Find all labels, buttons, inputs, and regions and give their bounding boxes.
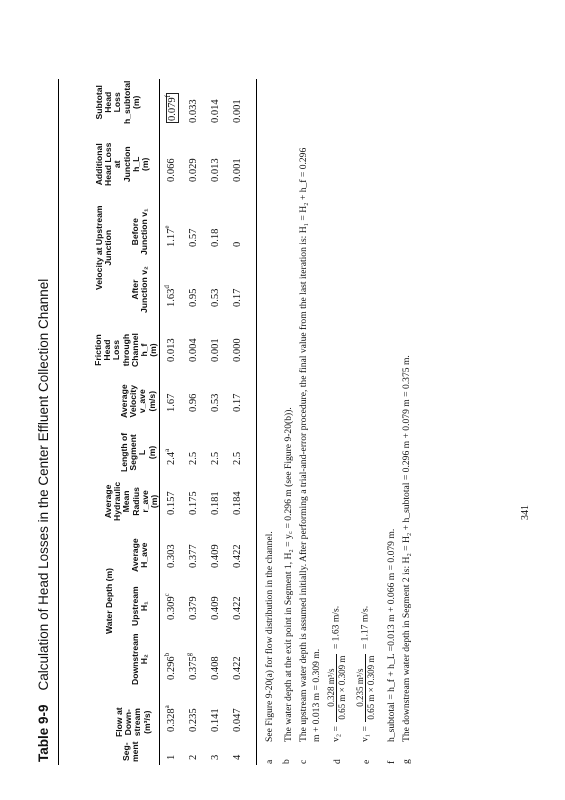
table-cell-v1 bbox=[210, 229, 221, 247]
cell-value: 0.303 bbox=[166, 544, 177, 568]
table-cell-len bbox=[210, 452, 221, 465]
footnote-marker: c bbox=[163, 593, 171, 597]
fraction-numerator: 0.328 m³/s bbox=[326, 654, 337, 722]
table-cell-seg bbox=[210, 755, 221, 760]
header-rule bbox=[159, 79, 160, 765]
header-line: Down- bbox=[123, 709, 134, 736]
cell-value: 0.18 bbox=[210, 228, 221, 247]
cell-value: 3 bbox=[210, 754, 221, 760]
footnote-letter: d bbox=[332, 759, 343, 764]
header-line: Velocity bbox=[128, 384, 139, 418]
table-cell-v1 bbox=[188, 229, 199, 247]
table-cell-r bbox=[210, 491, 221, 515]
fraction-numerator: 0.235 m³/s bbox=[355, 654, 366, 722]
cell-value: 0.001 bbox=[232, 158, 243, 182]
cell-value: 0.375 bbox=[188, 656, 199, 680]
cell-value: 0.17 bbox=[232, 393, 243, 412]
cell-value: 0.066 bbox=[166, 158, 177, 182]
header-line: h_f bbox=[139, 343, 150, 357]
cell-value: 1.17 bbox=[166, 228, 177, 247]
footnote-letter: e bbox=[361, 759, 372, 764]
header-before-junction bbox=[131, 208, 149, 255]
cell-value: 4 bbox=[232, 754, 243, 760]
table-cell-down bbox=[185, 652, 199, 680]
header-line: Average bbox=[119, 384, 129, 418]
header-line: Average bbox=[130, 538, 140, 572]
header-line: Downstream bbox=[130, 633, 140, 685]
header-line: (m/s) bbox=[146, 390, 157, 412]
cell-value: 0.309 bbox=[166, 596, 177, 620]
table-cell-sub bbox=[210, 99, 221, 123]
table-cell-r bbox=[166, 491, 177, 515]
footnote-letter: a bbox=[264, 759, 275, 764]
header-line: Loss bbox=[111, 340, 122, 361]
footnote-text: h_subtotal = h_f + h_L =0.013 m + 0.066 m = 0.079 m. bbox=[386, 528, 397, 742]
cell-value: 0.175 bbox=[188, 491, 199, 515]
cell-value: 0.004 bbox=[188, 338, 199, 362]
table-cell-up bbox=[232, 596, 243, 620]
header-line: H₁ bbox=[139, 601, 150, 612]
cell-value: 0.181 bbox=[210, 491, 221, 515]
top-rule bbox=[58, 79, 59, 765]
table-cell-vel bbox=[232, 394, 243, 412]
table-cell-r bbox=[188, 491, 199, 515]
cell-value: 0.001 bbox=[210, 338, 221, 362]
cell-value: 0.53 bbox=[210, 393, 221, 412]
header-line: v_ave bbox=[137, 389, 148, 414]
table-cell-v2 bbox=[188, 289, 199, 307]
cell-value: 1.63 bbox=[166, 288, 177, 307]
cell-value: 0.328 bbox=[166, 708, 177, 732]
header-segment bbox=[122, 741, 140, 762]
header-line: Junction v₁ bbox=[139, 208, 150, 255]
header-line: Flow at bbox=[114, 707, 124, 737]
cell-value: 0.235 bbox=[188, 708, 199, 732]
header-line: through bbox=[120, 333, 131, 367]
table-cell-ave bbox=[210, 544, 221, 568]
header-average bbox=[131, 538, 149, 572]
footnote-marker: b bbox=[163, 652, 171, 657]
header-line: stream bbox=[132, 708, 143, 737]
table-cell-v2 bbox=[163, 285, 177, 307]
footnote-letter: c bbox=[298, 759, 309, 764]
header-after-junction bbox=[131, 266, 149, 313]
cell-value: 0.079 bbox=[167, 97, 178, 121]
header-line: Velocity at Upstream bbox=[94, 205, 104, 290]
cell-value: 0.184 bbox=[232, 491, 243, 515]
cell-value: 0.001 bbox=[232, 99, 243, 123]
cell-value: 0.157 bbox=[166, 491, 177, 515]
header-length bbox=[120, 433, 157, 472]
header-line: Subtotal bbox=[94, 85, 104, 120]
equation-lhs: v₂ = bbox=[330, 726, 342, 742]
cell-value: 0.377 bbox=[188, 544, 199, 568]
cell-value: 0.409 bbox=[210, 544, 221, 568]
footnote-letter: g bbox=[401, 759, 412, 764]
cell-value: 0.013 bbox=[166, 338, 177, 362]
table-cell-down bbox=[232, 656, 243, 680]
cell-value: 2.5 bbox=[210, 451, 221, 465]
table-cell-down bbox=[210, 656, 221, 680]
cell-value: 0.379 bbox=[188, 596, 199, 620]
footnote-text: See Figure 9-20(a) for flow distribution in the channel. bbox=[264, 531, 275, 742]
cell-value: 0.53 bbox=[210, 288, 221, 307]
cell-value: 0.409 bbox=[210, 596, 221, 620]
table-number: Table 9-9 bbox=[36, 704, 51, 762]
footnote-marker: d bbox=[163, 285, 171, 289]
header-line: Head bbox=[103, 91, 114, 113]
equation-fraction bbox=[355, 654, 376, 722]
cell-value: 2.5 bbox=[232, 451, 243, 465]
footnote-equation bbox=[326, 606, 347, 742]
table-cell-len bbox=[232, 452, 243, 465]
table-title bbox=[36, 279, 52, 762]
header-additional-loss bbox=[95, 143, 150, 186]
footnote-equation bbox=[355, 606, 376, 742]
table-cell-up bbox=[188, 596, 199, 620]
header-avg-velocity bbox=[120, 384, 157, 418]
footnote-letter: b bbox=[281, 759, 292, 764]
cell-value: 0.408 bbox=[210, 656, 221, 680]
equation-rhs: = 1.63 m/s. bbox=[330, 605, 342, 650]
cell-value: 2 bbox=[188, 754, 199, 760]
table-cell-hf bbox=[188, 338, 199, 362]
table-caption: Calculation of Head Losses in the Center Effluent Collection Channel bbox=[36, 278, 51, 691]
header-line: (m) bbox=[148, 343, 159, 357]
table-cell-len bbox=[188, 452, 199, 465]
footnote-marker: a bbox=[163, 448, 171, 452]
cell-value: 0.014 bbox=[210, 99, 221, 123]
table-cell-v2 bbox=[210, 289, 221, 307]
header-upstream bbox=[131, 586, 149, 626]
cell-value: 0.047 bbox=[232, 708, 243, 732]
table-cell-r bbox=[232, 491, 243, 515]
footnote-marker: a bbox=[163, 705, 171, 709]
footnote-text: The downstream water depth in Segment 2 is: H₂ = H₂ + h_subtotal = 0.296 m + 0.079 m = 0.375 m. bbox=[401, 355, 412, 742]
page-number: 341 bbox=[520, 505, 531, 520]
cell-value: 0.422 bbox=[232, 596, 243, 620]
cell-value: 0.029 bbox=[188, 158, 199, 182]
equation-lhs: v₁ = bbox=[359, 726, 371, 742]
table-cell-flow bbox=[210, 708, 221, 732]
footnote-marker: f bbox=[164, 95, 172, 98]
cell-value: 0.95 bbox=[188, 288, 199, 307]
header-line: Additional bbox=[94, 143, 104, 186]
header-line: Channel bbox=[129, 333, 140, 367]
header-line: Average bbox=[103, 484, 113, 519]
table-cell-flow bbox=[188, 708, 199, 732]
footnote-marker: e bbox=[163, 225, 171, 229]
table-cell-down bbox=[163, 652, 177, 680]
header-line: H_ave bbox=[139, 542, 150, 568]
header-line: After bbox=[130, 279, 140, 300]
cell-value: 0.422 bbox=[232, 544, 243, 568]
header-line: (m) bbox=[140, 157, 151, 171]
header-line: Seg- bbox=[121, 742, 131, 762]
table-cell-ave bbox=[232, 544, 243, 568]
header-line: Head Loss bbox=[103, 142, 114, 186]
cell-value: 0.422 bbox=[232, 656, 243, 680]
footnote-text: The water depth at the exit point in Segment 1, H₂ = y꜀ = 0.296 m (see Figure 9-20(b)). bbox=[283, 407, 294, 742]
cell-value: 2.5 bbox=[188, 451, 199, 465]
table-cell-up bbox=[163, 593, 177, 620]
cell-value: 0.000 bbox=[232, 338, 243, 362]
header-line: Before bbox=[130, 218, 140, 246]
cell-value: 0.296 bbox=[166, 656, 177, 680]
equation-fraction bbox=[326, 654, 347, 722]
table-cell-v2 bbox=[232, 289, 243, 307]
cell-value: 0.013 bbox=[210, 158, 221, 182]
table-cell-seg bbox=[188, 755, 199, 760]
table-cell-len bbox=[163, 448, 177, 465]
header-line: h_L bbox=[130, 156, 141, 172]
table-cell-hf bbox=[232, 338, 243, 362]
header-line: L bbox=[137, 449, 148, 456]
fraction-denominator: 0.65 m × 0.309 m bbox=[366, 655, 376, 720]
header-line: Junction bbox=[121, 146, 132, 183]
bottom-rule bbox=[256, 79, 257, 765]
header-line: r_ave bbox=[139, 490, 150, 513]
header-line: Loss bbox=[112, 92, 123, 113]
header-line: Head bbox=[102, 339, 113, 361]
table-cell-seg bbox=[166, 755, 177, 760]
cell-value: 0.17 bbox=[232, 288, 243, 307]
table-cell-flow bbox=[232, 708, 243, 732]
header-line: at bbox=[112, 160, 123, 169]
cell-value: 1 bbox=[166, 754, 177, 760]
table-cell-sub bbox=[166, 93, 179, 123]
header-line: h_subtotal bbox=[121, 80, 132, 124]
header-line: (m) bbox=[146, 445, 157, 460]
table-cell-hl bbox=[166, 158, 177, 182]
header-line: H₂ bbox=[139, 654, 150, 665]
table-cell-up bbox=[210, 596, 221, 620]
table-cell-v1 bbox=[232, 242, 243, 247]
header-flow bbox=[115, 707, 152, 737]
cell-value: 0.96 bbox=[188, 393, 199, 412]
header-velocity-group bbox=[95, 205, 113, 290]
header-line: Hydraulic bbox=[112, 481, 123, 521]
header-line: Upstream bbox=[130, 586, 140, 626]
table-cell-seg bbox=[232, 755, 243, 760]
footnote-letter: f bbox=[386, 760, 397, 764]
cell-value: 0.141 bbox=[210, 708, 221, 732]
table-cell-hf bbox=[166, 338, 177, 362]
fraction-denominator: 0.65 m × 0.309 m bbox=[337, 655, 347, 720]
header-line: (m) bbox=[130, 95, 141, 109]
table-cell-hl bbox=[210, 158, 221, 182]
table-cell-sub bbox=[188, 99, 199, 123]
footnote-marker: g bbox=[185, 652, 193, 657]
header-line: Junction v₂ bbox=[139, 266, 150, 313]
header-downstream bbox=[131, 633, 149, 685]
header-line: Mean bbox=[121, 490, 132, 513]
table-cell-ave bbox=[166, 544, 177, 568]
header-line: Junction bbox=[103, 229, 114, 266]
header-friction bbox=[94, 333, 158, 367]
table-cell-hl bbox=[188, 158, 199, 182]
cell-value: 0.57 bbox=[188, 228, 199, 247]
header-line: Length of bbox=[119, 432, 129, 472]
cell-value: 0.033 bbox=[188, 99, 199, 123]
header-line: (m) bbox=[149, 494, 160, 509]
cell-value: 2.4 bbox=[166, 451, 177, 465]
header-subtotal bbox=[95, 81, 141, 124]
equation-rhs: = 1.17 m/s. bbox=[359, 605, 371, 650]
table-cell-vel bbox=[188, 394, 199, 412]
footnote-text: The upstream water depth is assumed initially. After performing a trial-and-error procedure, the final value from the last iteration is: H₁ = H₂ + h_f = 0.296 bbox=[298, 147, 309, 742]
header-line: Radius bbox=[130, 487, 141, 516]
header-line: Friction bbox=[93, 334, 103, 366]
header-line: Segment bbox=[128, 434, 139, 471]
header-line: ment bbox=[130, 741, 141, 762]
table-cell-v1 bbox=[163, 225, 177, 247]
header-line: (m³/s) bbox=[141, 710, 152, 734]
cell-value: 1.67 bbox=[166, 393, 177, 412]
table-cell-flow bbox=[163, 705, 177, 732]
footnote-text: m + 0.013 m = 0.309 m. bbox=[311, 648, 322, 742]
table-cell-vel bbox=[166, 394, 177, 412]
table-cell-vel bbox=[210, 394, 221, 412]
header-water-depth-group: Water Depth (m) bbox=[104, 567, 114, 634]
table-cell-hl bbox=[232, 158, 243, 182]
header-hydraulic-radius bbox=[104, 482, 159, 521]
table-cell-hf bbox=[210, 338, 221, 362]
cell-value: 0 bbox=[232, 241, 243, 247]
table-cell-sub bbox=[232, 99, 243, 123]
table-cell-ave bbox=[188, 544, 199, 568]
